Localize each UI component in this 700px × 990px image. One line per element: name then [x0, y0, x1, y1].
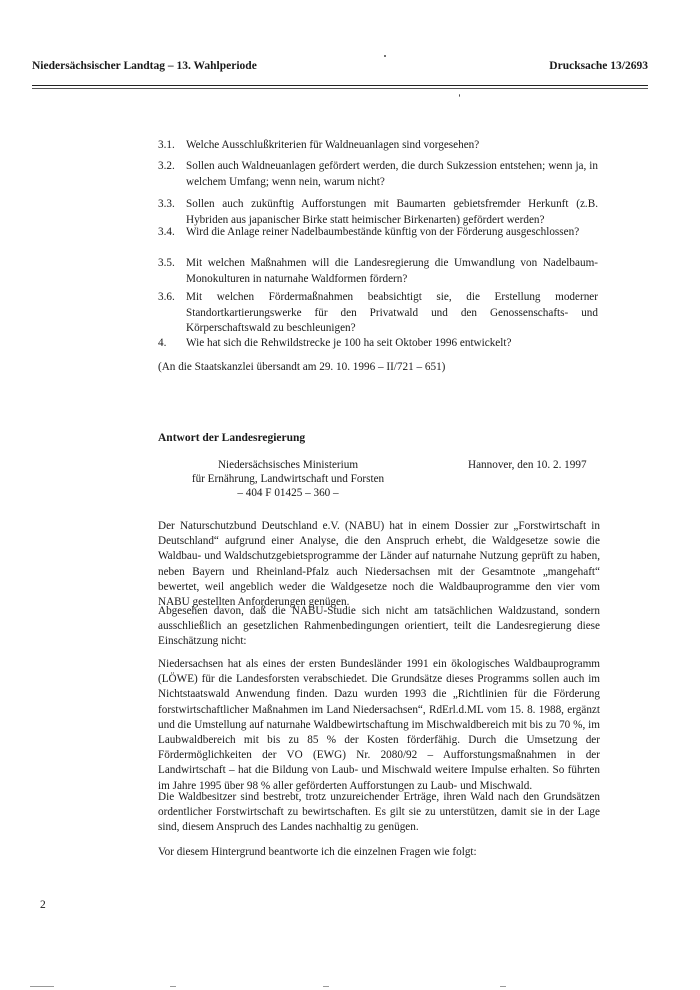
ministry-block [158, 459, 418, 500]
paragraph: Die Waldbesitzer sind bestrebt, trotz unzureichender Erträge, ihren Wald nach den Grundsätzen ordentlicher Forstwirtschaft zu bewirtschaften. Es gilt sie zu unterstützen, damit sie in der Lage sind, diesem Anspruch des Landes nachhaltig zu genügen. [158, 791, 600, 834]
question-item [158, 336, 598, 352]
paragraph: Niedersachsen hat als eines der ersten Bundesländer 1991 ein ökologisches Waldbauprogramm (LÖWE) für die Landesforsten verabschiedet. Die Grundsätze dieses Programms sollen auch im Nichtstaatswald Anwendung finden. Dazu wurden 1993 die „Richtlinien für die Förderung forstwirtschaftlicher Maßnahmen im Land Niedersachsen“, RdErl.d.ML vom 15. 8. 1988, ergänzt und die Umstellung auf naturnahe Waldbewirtschaftung im Mischwaldbereich mit bis zu 70 %, im Laubwaldbereich mit bis zu 85 % der Kosten förderfähig. Durch die Umsetzung der Fördermöglichkeiten der VO (EWG) Nr. 2080/92 – Aufforstungsmaßnahmen in der Landwirtschaft – hat die Bildung von Laub- und Mischwald weitere Impulse erhalten. So führten im Jahre 1995 über 98 % aller geförderten Aufforstungen zu Laub- und Mischwald. [158, 658, 600, 792]
paragraph: Vor diesem Hintergrund beantworte ich die einzelnen Fragen wie folgt: [158, 846, 477, 858]
question-text: Welche Ausschlußkriterien für Waldneuanlagen sind vorgesehen? [186, 139, 480, 151]
transmittal-note: (An die Staatskanzlei übersandt am 29. 10. 1996 – II/721 – 651) [158, 361, 446, 373]
question-number: 3.3. [158, 198, 175, 210]
question-text: Mit welchen Fördermaßnahmen beabsichtigt sie, die Erstellung moderner Standortkartierungswerke für den Privatwald und den Genossenschafts- und Körperschaftswald zu beschleunigen? [186, 291, 598, 335]
question-item [158, 256, 598, 287]
question-item [158, 225, 598, 241]
answer-heading: Antwort der Landesregierung [158, 432, 306, 444]
ministry-department: für Ernährung, Landwirtschaft und Forsten [191, 472, 385, 485]
question-text: Sollen auch Waldneuanlagen gefördert werden, die durch Sukzession entstehen; wenn ja, in welchem Umfang; wenn nein, warum nicht? [186, 160, 598, 188]
question-item [158, 290, 598, 337]
question-text: Mit welchen Maßnahmen will die Landesregierung die Umwandlung von Nadelbaum-Monokulturen in naturnahe Waldformen fördern? [186, 257, 598, 285]
question-item [158, 159, 598, 190]
question-item [158, 197, 598, 228]
question-number: 3.4. [158, 226, 175, 238]
question-text: Wie hat sich die Rehwildstrecke je 100 ha seit Oktober 1996 entwickelt? [186, 337, 512, 349]
scan-artifact [30, 986, 54, 987]
header-title: Niedersächsischer Landtag – 13. Wahlperiode [32, 60, 257, 72]
page-number: 2 [40, 899, 46, 911]
question-text: Wird die Anlage reiner Nadelbaumbestände künftig von der Förderung ausgeschlossen? [186, 226, 580, 238]
scan-artifact [500, 986, 506, 987]
scan-artifact [170, 986, 176, 987]
paragraph: Abgesehen davon, daß die NABU-Studie sich nicht am tatsächlichen Waldzustand, sondern ausschließlich an gesetzlichen Rahmenbedingungen orientiert, teilt die Landesregierung diese Einschätzung nicht: [158, 605, 600, 648]
question-number: 3.5. [158, 257, 175, 269]
header-rule [32, 85, 648, 86]
scan-speck [459, 94, 460, 97]
document-number: Drucksache 13/2693 [549, 60, 648, 72]
question-item [158, 138, 598, 154]
scan-speck [384, 55, 386, 57]
question-number: 3.1. [158, 139, 175, 151]
ministry-name: Niedersächsisches Ministerium [217, 459, 359, 471]
scan-artifact [323, 986, 329, 987]
header-rule-thin [32, 88, 648, 89]
dateline: Hannover, den 10. 2. 1997 [468, 459, 587, 471]
question-number: 3.6. [158, 291, 175, 303]
question-number: 3.2. [158, 160, 175, 172]
question-number: 4. [158, 337, 167, 349]
paragraph: Der Naturschutzbund Deutschland e.V. (NABU) hat in einem Dossier zur „Forstwirtschaft in Deutschland“ aufgrund einer Analyse, die den Anspruch erhebt, die Waldgesetze sowie die Waldbau- und Waldschutzgebietsprogramme der Länder auf naturnahe Nutzung geprüft zu haben, neben Bayern und Rheinland-Pfalz auch Niedersachsen mit der Gesamtnote „mangehaft“ bewertet, weil angeblich weder die Waldgesetze noch die Waldbauprogramme den vier vom NABU gestellten Anforderungen genügen. [158, 520, 600, 609]
question-text: Sollen auch zukünftig Aufforstungen mit Baumarten gebietsfremder Herkunft (z.B. Hybriden aus japanischer Birke statt heimischer Birkenarten) gefördert werden? [186, 198, 598, 226]
reference-number: – 404 F 01425 – 360 – [237, 486, 339, 499]
